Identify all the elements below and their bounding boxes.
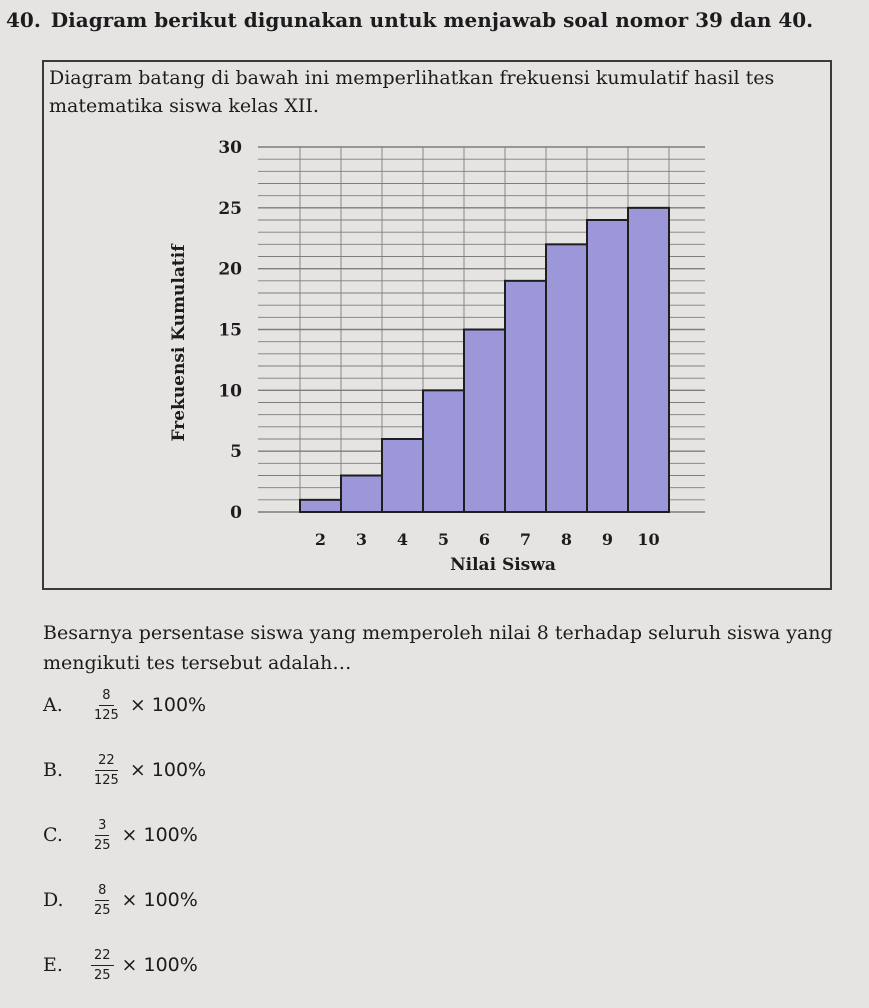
option-fraction <box>91 818 114 853</box>
fraction-denominator: 125 <box>94 772 119 788</box>
x-axis-label: Nilai Siswa <box>450 555 556 575</box>
fraction-numerator: 8 <box>99 688 113 706</box>
y-tick-label: 30 <box>218 138 242 158</box>
option-fraction <box>91 883 114 918</box>
diagram-intro-text: Diagram batang di bawah ini memperlihatkan frekuensi kumulatif hasil tes matematika siswa kelas XII. <box>49 67 775 117</box>
option-letter: E. <box>43 954 63 976</box>
x-tick-label: 4 <box>396 530 409 549</box>
bar-nilai-4 <box>382 439 423 512</box>
bar-nilai-3 <box>341 476 382 513</box>
option-e[interactable] <box>43 940 198 990</box>
y-tick-label: 10 <box>218 381 242 402</box>
fraction-denominator: 125 <box>94 707 119 723</box>
option-fraction <box>91 753 122 788</box>
x-tick-label: 5 <box>437 530 450 549</box>
option-a[interactable] <box>43 680 206 730</box>
question-number: 40. <box>6 8 41 32</box>
cumulative-frequency-chart <box>150 125 730 585</box>
y-tick-label: 15 <box>218 320 242 341</box>
heading-text: Diagram berikut digunakan untuk menjawab soal nomor 39 dan 40. <box>50 8 814 32</box>
option-suffix: × 100% <box>129 694 207 716</box>
option-suffix: × 100% <box>121 954 198 976</box>
bar-nilai-9 <box>587 220 628 512</box>
option-fraction <box>91 948 114 983</box>
fraction-denominator: 25 <box>94 837 111 853</box>
option-b[interactable] <box>43 745 206 795</box>
x-tick-label: 10 <box>637 530 660 549</box>
fraction-numerator: 3 <box>95 818 109 836</box>
y-tick-label: 25 <box>218 198 242 219</box>
question-heading <box>6 8 813 32</box>
question-text: Besarnya persentase siswa yang memperoleh nilai 8 terhadap seluruh siswa yang mengikuti tes tersebut adalah… <box>43 622 833 674</box>
bar-nilai-7 <box>505 281 546 512</box>
y-axis-label: Frekuensi Kumulatif <box>169 244 189 442</box>
chart-bars <box>300 208 669 512</box>
bar-nilai-2 <box>300 500 341 512</box>
x-tick-label: 9 <box>601 530 614 549</box>
x-tick-label: 8 <box>560 530 573 549</box>
option-letter: A. <box>43 694 63 716</box>
fraction-numerator: 8 <box>95 883 109 901</box>
bar-nilai-6 <box>464 330 505 513</box>
fraction-denominator: 25 <box>94 902 111 918</box>
y-tick-label: 20 <box>218 259 242 280</box>
option-letter: C. <box>43 824 63 846</box>
bar-nilai-5 <box>423 390 464 512</box>
option-letter: B. <box>43 759 64 781</box>
option-c[interactable] <box>43 810 198 860</box>
option-suffix: × 100% <box>121 889 198 911</box>
option-suffix: × 100% <box>121 824 198 846</box>
option-fraction <box>91 688 122 723</box>
bar-nilai-10 <box>628 208 669 512</box>
fraction-numerator: 22 <box>91 948 114 966</box>
bar-nilai-8 <box>546 244 587 512</box>
x-tick-label: 3 <box>355 530 368 549</box>
option-suffix: × 100% <box>129 759 207 781</box>
y-tick-label: 0 <box>230 503 242 523</box>
x-tick-label: 2 <box>314 530 327 549</box>
option-d[interactable] <box>43 875 198 925</box>
y-tick-label: 5 <box>230 442 242 463</box>
fraction-denominator: 25 <box>94 967 111 983</box>
fraction-numerator: 22 <box>95 753 118 771</box>
x-tick-label: 7 <box>519 530 532 549</box>
option-letter: D. <box>43 889 64 911</box>
x-tick-label: 6 <box>478 530 491 549</box>
